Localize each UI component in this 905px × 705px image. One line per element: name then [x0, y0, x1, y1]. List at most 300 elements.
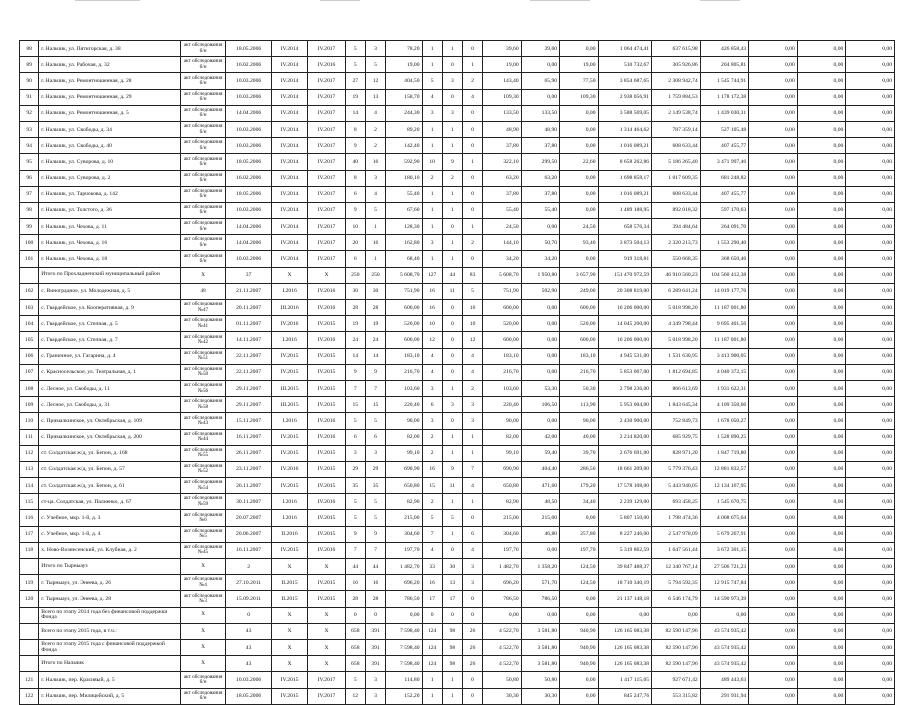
cell-area-municipal: 124,50 [560, 559, 598, 575]
cell-residents-resettled: 0 [365, 607, 385, 623]
cell-planned-start: IV.2015 [271, 348, 307, 364]
cell-row-number: 110 [20, 413, 39, 429]
cell-row-number: 114 [20, 478, 39, 494]
cell-document-date: 20.06.2007 [226, 526, 272, 542]
cell-planned-end: IV.2017 [308, 73, 345, 89]
cell-planned-start: III.2015 [271, 380, 307, 396]
table-row [20, 170, 895, 186]
cell-row-number: 106 [20, 348, 39, 364]
cell-cost-extra-1: 0,00 [749, 121, 798, 137]
cell-residents-resettled: 5 [365, 510, 385, 526]
cell-rooms-private: 1 [442, 494, 462, 510]
cell-cost-budget: 368 650,46 [700, 251, 749, 267]
cell-cost-fund: 5 018 998,20 [652, 332, 701, 348]
cell-cost-extra-2: 0,00 [797, 105, 846, 121]
cell-cost-extra-2: 0,00 [797, 138, 846, 154]
cell-cost-total: 18 661 209,00 [598, 461, 652, 477]
cell-document-date: 18.05.2006 [226, 688, 272, 704]
cell-rooms-municipal: 4 [462, 542, 482, 558]
cell-rooms-municipal: 3 [462, 413, 482, 429]
cell-area-resettled: 37,80 [483, 186, 521, 202]
cell-planned-end: IV.2015 [308, 364, 345, 380]
cell-cost-extra-2: 0,00 [797, 89, 846, 105]
cell-cost-budget: 3 672 301,15 [700, 542, 749, 558]
cell-residents-resettled: 5 [365, 57, 385, 73]
cell-area-total: 19,00 [386, 57, 422, 73]
cell-row-number: 103 [20, 300, 39, 316]
table-row [20, 591, 895, 607]
table-row [20, 413, 895, 429]
cell-cost-budget: 4 040 372,15 [700, 364, 749, 380]
cell-rooms-total: 1 [422, 202, 442, 218]
table-row [20, 364, 895, 380]
cell-area-total: 99,10 [386, 445, 422, 461]
cell-area-resettled: 63,20 [483, 170, 521, 186]
cell-planned-end: IV.2017 [308, 170, 345, 186]
cell-area-private: 59,40 [521, 445, 559, 461]
table-row [20, 283, 895, 299]
cell-address: г. Нальчик, ул. Рабочая, д. 32 [39, 57, 181, 73]
cell-rooms-municipal: 0 [462, 121, 482, 137]
cell-planned-start: IV.2015 [271, 672, 307, 688]
cell-rooms-total: 124 [422, 623, 442, 639]
cell-rooms-total: 3 [422, 105, 442, 121]
cell-cost-budget: 4 109 358,66 [700, 397, 749, 413]
cell-rooms-total: 1 [422, 672, 442, 688]
cell-area-total: 215,00 [386, 510, 422, 526]
cell-cost-budget: 11 187 001,80 [700, 332, 749, 348]
cell-area-municipal: 39,70 [560, 445, 598, 461]
table-row [20, 461, 895, 477]
cell-cost-extra-2: 0,00 [797, 478, 846, 494]
cell-area-resettled: 696,20 [483, 575, 521, 591]
cell-document-date: 43 [226, 656, 272, 672]
cell-residents-resettled: 9 [365, 526, 385, 542]
cell-cost-extra-1: 0,00 [749, 510, 798, 526]
cell-cost-extra-3: 0,00 [846, 461, 895, 477]
cell-rooms-municipal: 10 [462, 316, 482, 332]
cell-rooms-total: 127 [422, 267, 442, 283]
table-row [20, 348, 895, 364]
cell-cost-budget: 597 170,63 [700, 202, 749, 218]
cell-cost-budget: 681 248,82 [700, 170, 749, 186]
table-row [20, 186, 895, 202]
cell-planned-start: IV.2014 [271, 235, 307, 251]
cell-residents-resettled: 2 [365, 138, 385, 154]
cell-cost-budget: 43 574 935,42 [700, 623, 749, 639]
cell-area-total: 696,20 [386, 575, 422, 591]
cell-address: ст. Солдатская ж/д, ул. Бепон, д. 168 [39, 445, 181, 461]
cell-cost-budget: 3 413 900,05 [700, 348, 749, 364]
cell-document-date: 26.11.2007 [226, 445, 272, 461]
cell-cost-total: 21 137 148,18 [598, 591, 652, 607]
cell-area-private: 48,90 [521, 121, 559, 137]
cell-area-municipal: 0,00 [560, 607, 598, 623]
cell-basis-document: акт обследования №6 [180, 510, 226, 526]
cell-row-number [20, 559, 39, 575]
cell-residents-resettled: 3 [365, 170, 385, 186]
cell-area-resettled: 50,80 [483, 672, 521, 688]
cell-area-municipal: 0,00 [560, 688, 598, 704]
cell-cost-total: 2 239 129,00 [598, 494, 652, 510]
cell-cost-extra-2: 0,00 [797, 235, 846, 251]
cell-area-private: 42,00 [521, 429, 559, 445]
cell-rooms-total: 2 [422, 429, 442, 445]
cell-cost-fund: 2 149 538,74 [652, 105, 701, 121]
cell-area-resettled: 48,90 [483, 121, 521, 137]
cell-area-resettled: 1 482,70 [483, 559, 521, 575]
cell-residents-total: 250 [345, 267, 365, 283]
cell-row-number: 97 [20, 186, 39, 202]
cell-planned-end: IV.2017 [308, 41, 345, 57]
cell-rooms-private: 0 [442, 413, 462, 429]
cell-area-total: 152,20 [386, 688, 422, 704]
cell-address: г. Нальчик, ул. Чехова, д. 16 [39, 235, 181, 251]
cell-residents-resettled: 28 [365, 300, 385, 316]
cell-area-municipal: 19,00 [560, 57, 598, 73]
cell-area-total: 68,40 [386, 251, 422, 267]
cell-cost-total: 2 938 056,91 [598, 89, 652, 105]
cell-address: с. Лесное, ул. Свободы, д. 31 [39, 397, 181, 413]
cell-cost-total: 1 016 089,21 [598, 186, 652, 202]
cell-cost-extra-2: 0,00 [797, 494, 846, 510]
cell-rooms-total: 6 [422, 397, 442, 413]
cell-address: г. Нальчик, ул. Ремонтношенная, д. 28 [39, 73, 181, 89]
cell-area-total: 244,30 [386, 105, 422, 121]
cell-planned-end: IV.2017 [308, 202, 345, 218]
cell-planned-start: IV.2014 [271, 138, 307, 154]
cell-area-private: 50,80 [521, 672, 559, 688]
cell-address: Всего по этапу 2015 года с финансовой поддержкой Фонда [39, 639, 181, 655]
cell-area-municipal: 0,00 [560, 105, 598, 121]
cell-rooms-private: 1 [442, 121, 462, 137]
cell-area-municipal: 50,30 [560, 380, 598, 396]
cell-cost-extra-1: 0,00 [749, 445, 798, 461]
cell-rooms-municipal: 2 [462, 235, 482, 251]
cell-residents-resettled: 3 [365, 41, 385, 57]
cell-cost-total: 1 698 858,17 [598, 170, 652, 186]
cell-row-number: 98 [20, 202, 39, 218]
cell-address: г. Нальчик, ул. Суворова, д. 10 [39, 154, 181, 170]
cell-area-private: 53,30 [521, 380, 559, 396]
cell-cost-fund: 82 590 147,96 [652, 623, 701, 639]
cell-cost-budget: 27 506 721,23 [700, 559, 749, 575]
cell-planned-start: I.2016 [271, 332, 307, 348]
cell-document-date: 18.05.2006 [226, 154, 272, 170]
cell-cost-budget: 11 187 001,80 [700, 300, 749, 316]
cell-cost-extra-2: 0,00 [797, 73, 846, 89]
cell-area-private: 37,80 [521, 186, 559, 202]
cell-rooms-private: 0 [442, 607, 462, 623]
cell-cost-fund: 1 759 884,53 [652, 89, 701, 105]
cell-rooms-private: 9 [442, 154, 462, 170]
cell-row-number: 102 [20, 283, 39, 299]
cell-residents-total: 19 [345, 316, 365, 332]
cell-area-resettled: 600,00 [483, 332, 521, 348]
cell-document-date: 27.10.2011 [226, 575, 272, 591]
cell-residents-total: 658 [345, 639, 365, 655]
cell-cost-extra-2: 0,00 [797, 688, 846, 704]
cell-basis-document: X [180, 639, 226, 655]
cell-cost-total: 8 227 246,00 [598, 526, 652, 542]
housing-register-table [19, 40, 895, 705]
cell-rooms-municipal: 1 [462, 445, 482, 461]
cell-area-total: 690,90 [386, 461, 422, 477]
cell-cost-total: 2 676 691,00 [598, 445, 652, 461]
cell-basis-document: акт обследования №42 [180, 332, 226, 348]
table-row [20, 639, 895, 655]
cell-planned-start: IV.2014 [271, 57, 307, 73]
cell-cost-extra-2: 0,00 [797, 397, 846, 413]
cell-planned-end: IV.2017 [308, 138, 345, 154]
cell-planned-start: IV.2014 [271, 170, 307, 186]
cell-cost-extra-3: 0,00 [846, 316, 895, 332]
cell-residents-resettled: 4 [365, 105, 385, 121]
cell-rooms-total: 1 [422, 688, 442, 704]
cell-address: с. Прималкинское, ул. Октябрьская, д. 109 [39, 413, 181, 429]
cell-cost-total: 2 798 236,00 [598, 380, 652, 396]
cell-rooms-private: 0 [442, 57, 462, 73]
cell-residents-resettled: 16 [365, 575, 385, 591]
cell-area-resettled: 751,90 [483, 283, 521, 299]
cell-area-resettled: 19,00 [483, 57, 521, 73]
cell-rooms-total: 16 [422, 283, 442, 299]
cell-planned-end: IV.2015 [308, 397, 345, 413]
cell-cost-budget: 204 805,81 [700, 57, 749, 73]
cell-cost-extra-3: 0,00 [846, 413, 895, 429]
cell-address: с. Гвардейское, ул. Степная, д. 5 [39, 316, 181, 332]
cell-cost-extra-3: 0,00 [846, 559, 895, 575]
cell-cost-total: 1 016 089,21 [598, 138, 652, 154]
cell-cost-budget: 407 455,77 [700, 138, 749, 154]
cell-rooms-municipal: 0 [462, 672, 482, 688]
cell-rooms-municipal: 0 [462, 510, 482, 526]
cell-rooms-total: 4 [422, 348, 442, 364]
cell-residents-resettled: 12 [365, 73, 385, 89]
cell-residents-resettled: 16 [365, 154, 385, 170]
cell-cost-extra-3: 0,00 [846, 89, 895, 105]
cell-area-private: 65,90 [521, 73, 559, 89]
cell-cost-extra-1: 0,00 [749, 607, 798, 623]
cell-area-private: 3 581,80 [521, 639, 559, 655]
cell-cost-extra-1: 0,00 [749, 57, 798, 73]
cell-rooms-total: 1 [422, 41, 442, 57]
cell-residents-total: 29 [345, 461, 365, 477]
table-row [20, 656, 895, 672]
cell-planned-end: IV.2016 [308, 57, 345, 73]
table-row [20, 445, 895, 461]
cell-rooms-private: 44 [442, 267, 462, 283]
cell-rooms-municipal: 6 [462, 526, 482, 542]
cell-basis-document: акт обследования №45 [180, 542, 226, 558]
table-row [20, 478, 895, 494]
cell-rooms-total: 124 [422, 656, 442, 672]
cell-rooms-private: 0 [442, 219, 462, 235]
cell-document-date: 16.02.2006 [226, 57, 272, 73]
table-row [20, 542, 895, 558]
cell-address: г. Нальчик, ул. Свободы, д. 34 [39, 121, 181, 137]
cell-area-private: 1 358,20 [521, 559, 559, 575]
cell-cost-extra-1: 0,00 [749, 591, 798, 607]
cell-rooms-municipal: 26 [462, 623, 482, 639]
cell-cost-fund: 2 547 978,09 [652, 526, 701, 542]
cell-area-resettled: 103,60 [483, 380, 521, 396]
cell-cost-total: 39 847 488,37 [598, 559, 652, 575]
cell-planned-end: IV.2015 [308, 316, 345, 332]
cell-planned-end: IV.2016 [308, 494, 345, 510]
cell-cost-total: 20 308 819,00 [598, 283, 652, 299]
cell-planned-end: IV.2016 [308, 413, 345, 429]
cell-document-date: 43 [226, 639, 272, 655]
cell-area-resettled: 220,40 [483, 397, 521, 413]
cell-rooms-private: 0 [442, 542, 462, 558]
cell-rooms-private: 0 [442, 364, 462, 380]
cell-address: г. Нальчик, ул. Суворова, д. 2 [39, 170, 181, 186]
cell-planned-start: IV.2014 [271, 105, 307, 121]
cell-planned-start: IV.2014 [271, 202, 307, 218]
cell-cost-fund: 787 359,14 [652, 121, 701, 137]
cell-cost-extra-3: 0,00 [846, 57, 895, 73]
cell-area-resettled: 144,10 [483, 235, 521, 251]
cell-row-number: 119 [20, 575, 39, 591]
cell-cost-extra-2: 0,00 [797, 510, 846, 526]
cell-document-date: 2 [226, 559, 272, 575]
cell-document-date: 01.11.2007 [226, 316, 272, 332]
cell-rooms-total: 7 [422, 526, 442, 542]
cell-cost-fund: 866 613,69 [652, 380, 701, 396]
cell-cost-extra-1: 0,00 [749, 316, 798, 332]
cell-area-municipal: 0,00 [560, 170, 598, 186]
cell-cost-total: 0,00 [598, 607, 652, 623]
cell-area-municipal: 940,90 [560, 656, 598, 672]
cell-cost-fund: 46 910 560,23 [652, 267, 701, 283]
cell-basis-document: X [180, 267, 226, 283]
cell-planned-end: IV.2015 [308, 478, 345, 494]
table-row [20, 121, 895, 137]
cell-area-total: 55,40 [386, 186, 422, 202]
cell-row-number [20, 607, 39, 623]
cell-document-date: 29.11.2007 [226, 397, 272, 413]
cell-cost-extra-2: 0,00 [797, 656, 846, 672]
cell-residents-resettled: 24 [365, 332, 385, 348]
cell-rooms-total: 2 [422, 170, 442, 186]
cell-cost-extra-3: 0,00 [846, 639, 895, 655]
cell-cost-extra-3: 0,00 [846, 138, 895, 154]
cell-rooms-private: 2 [442, 170, 462, 186]
cell-basis-document: акт обследования №5 [180, 526, 226, 542]
cell-basis-document: акт обследования б/н [180, 138, 226, 154]
cell-rooms-total: 2 [422, 445, 442, 461]
cell-rooms-municipal: 7 [462, 461, 482, 477]
cell-cost-fund: 5 794 592,35 [652, 575, 701, 591]
cell-planned-end: IV.2017 [308, 121, 345, 137]
cell-cost-extra-3: 0,00 [846, 235, 895, 251]
cell-area-municipal: 3 657,90 [560, 267, 598, 283]
cell-cost-extra-3: 0,00 [846, 219, 895, 235]
cell-cost-total: 18 710 340,19 [598, 575, 652, 591]
cell-cost-budget: 1 931 622,31 [700, 380, 749, 396]
cell-cost-fund: 685 929,75 [652, 429, 701, 445]
cell-cost-total: 658 576,34 [598, 219, 652, 235]
cell-residents-resettled: 391 [365, 639, 385, 655]
cell-area-private: 63,20 [521, 170, 559, 186]
table-row [20, 607, 895, 623]
cell-area-resettled: 99,10 [483, 445, 521, 461]
cell-basis-document: акт обследования №41 [180, 316, 226, 332]
cell-rooms-municipal: 83 [462, 267, 482, 283]
cell-area-resettled: 39,60 [483, 41, 521, 57]
cell-cost-extra-3: 0,00 [846, 332, 895, 348]
cell-residents-resettled: 4 [365, 186, 385, 202]
cell-cost-extra-2: 0,00 [797, 607, 846, 623]
cell-basis-document: акт обследования №58 [180, 397, 226, 413]
cell-planned-end: IV.2015 [308, 510, 345, 526]
cell-area-resettled: 5 608,70 [483, 267, 521, 283]
cell-planned-end: IV.2015 [308, 461, 345, 477]
cell-rooms-total: 1 [422, 251, 442, 267]
cell-area-private: 786,50 [521, 591, 559, 607]
cell-row-number: 93 [20, 121, 39, 137]
cell-basis-document: акт обследования б/н [180, 672, 226, 688]
cell-cost-extra-3: 0,00 [846, 41, 895, 57]
cell-rooms-municipal: 0 [462, 186, 482, 202]
cell-residents-total: 9 [345, 138, 365, 154]
cell-rooms-total: 33 [422, 559, 442, 575]
cell-cost-budget: 12 915 747,84 [700, 575, 749, 591]
cell-document-date: 0 [226, 607, 272, 623]
cell-cost-budget: 4 008 675,64 [700, 510, 749, 526]
cell-residents-total: 40 [345, 154, 365, 170]
cell-residents-resettled: 15 [365, 397, 385, 413]
cell-area-resettled: 90,00 [483, 413, 521, 429]
cell-address: ст-ца. Солдатская, ул. Палиенко, д. 67 [39, 494, 181, 510]
cell-cost-extra-1: 0,00 [749, 219, 798, 235]
cell-cost-extra-2: 0,00 [797, 639, 846, 655]
table-row [20, 332, 895, 348]
cell-address: с. Граничное, ул. Гагарина, д. 4 [39, 348, 181, 364]
cell-cost-extra-3: 0,00 [846, 526, 895, 542]
cell-area-private: 106,50 [521, 397, 559, 413]
cell-cost-total: 3 588 569,05 [598, 105, 652, 121]
cell-area-total: 7 598,40 [386, 639, 422, 655]
cell-cost-extra-2: 0,00 [797, 332, 846, 348]
cell-cost-total: 126 165 083,38 [598, 639, 652, 655]
cell-document-date: 20.11.2007 [226, 300, 272, 316]
cell-document-date: 20.07.2007 [226, 510, 272, 526]
cell-rooms-total: 1 [422, 219, 442, 235]
cell-document-date: 10.03.2006 [226, 89, 272, 105]
cell-rooms-private: 0 [442, 348, 462, 364]
cell-planned-end: IV.2015 [308, 591, 345, 607]
cell-area-municipal: 940,90 [560, 623, 598, 639]
table-row [20, 219, 895, 235]
cell-area-total: 183,10 [386, 348, 422, 364]
cell-area-private: 0,00 [521, 607, 559, 623]
cell-planned-start: II.2016 [271, 526, 307, 542]
cell-residents-resettled: 30 [365, 283, 385, 299]
cell-residents-resettled: 3 [365, 445, 385, 461]
cell-cost-fund: 2 320 213,73 [652, 235, 701, 251]
cell-cost-fund: 5 443 940,05 [652, 478, 701, 494]
cell-residents-total: 44 [345, 559, 365, 575]
cell-basis-document: акт обследования №50 [180, 364, 226, 380]
cell-area-private: 0,00 [521, 57, 559, 73]
cell-address: г. Нальчик, пер. Красивый, д. 5 [39, 672, 181, 688]
cell-rooms-total: 4 [422, 364, 442, 380]
cell-cost-budget: 12 881 832,57 [700, 461, 749, 477]
cell-basis-document: акт обследования №56 [180, 380, 226, 396]
cell-cost-fund: 2 308 942,74 [652, 73, 701, 89]
